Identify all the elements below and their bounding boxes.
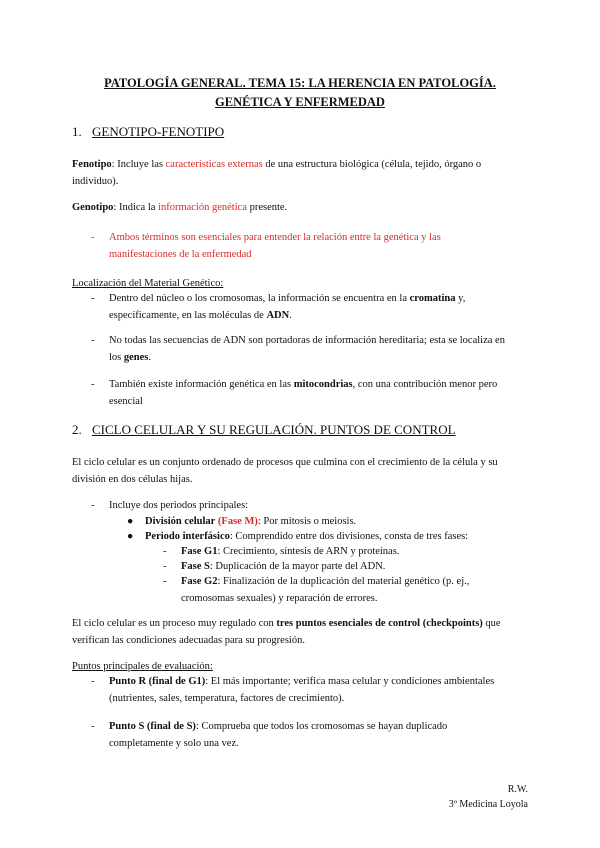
ciclo-regulado-paragraph: El ciclo celular es un proceso muy regulado con tres puntos esenciales de control (checkpoints) que verifican las condiciones adecuadas para su progresión. <box>72 618 501 646</box>
section-heading-2: 2. CICLO CELULAR Y SU REGULACIÓN. PUNTOS DE CONTROL <box>72 422 456 437</box>
puntos-heading: Puntos principales de evaluación: <box>72 661 213 672</box>
footer-course: 3º Medicina Loyola <box>448 799 528 810</box>
ciclo-intro-paragraph: El ciclo celular es un conjunto ordenado de procesos que culmina con el crecimiento de la célula y su división en dos células hijas. <box>72 457 498 485</box>
genotipo-paragraph: Genotipo: Indica la información genética presente. <box>72 202 288 213</box>
document-page: PATOLOGÍA GENERAL. TEMA 15: LA HERENCIA EN PATOLOGÍA. GENÉTICA Y ENFERMEDAD 1. GENOTIPO-FENOTIPO Fenotipo: Incluye las características externas de una estructura biológica (célula, tejido, órgano o individuo). Genotipo: Indica la información genética presente. - Ambos términos son esenciales para entender la relación entre la genética y las manifestaciones de la enfermedad Localización del Material Genético: - Dentro del núcleo o los cromosomas, la información se encuentra en la cromatina y, específicamente, en las moléculas de ADN. - No todas las secuencias de ADN son portadoras de información hereditaria; esta se localiza en los genes. - También existe información genética en las mitocondrias, con una contribución menor pero esencial 2. CICLO CELULAR Y SU REGULACIÓN. PUNTOS DE CONTROL El ciclo celular es un conjunto ordenado de procesos que culmina con el crecimiento de la célula y su división en dos células hijas. - Incluye dos periodos principales: ● División celular (Fase M): Por mitosis o meiosis. ● Periodo interfásico: Comprendido entre dos divisiones, consta de tres fases: - Fase G1: Crecimiento, síntesis de ARN y proteínas. - Fase S: Duplicación de la mayor parte del ADN. - Fase G2: Finalización de la duplicación del material genético (p. ej., cromosomas sexuales) y reparación de errores. El ciclo celular es un proceso muy regulado con tres puntos esenciales de control (checkpoints) que verifican las condiciones adecuadas para su progresión. Puntos principales de evaluación: - Punto R (final de G1): El más importante; verifica masa celular y condiciones ambientales (nutrientes, sales, temperatura, factores de crecimiento). - Punto S (final de S): Comprueba que todos los cromosomas se hayan duplicado completamente y solo una vez. R.W. 3º Medicina Loyola <box>0 0 600 848</box>
section-heading-1: 1. GENOTIPO-FENOTIPO <box>72 124 225 139</box>
fenotipo-paragraph: Fenotipo: Incluye las características externas de una estructura biológica (célula, tejido, órgano o individuo). <box>72 159 482 187</box>
localizacion-heading: Localización del Material Genético: <box>72 278 224 289</box>
footer-author: R.W. <box>507 784 528 795</box>
footer <box>449 782 528 812</box>
page-title: PATOLOGÍA GENERAL. TEMA 15: LA HERENCIA EN PATOLOGÍA. GENÉTICA Y ENFERMEDAD <box>104 76 496 109</box>
